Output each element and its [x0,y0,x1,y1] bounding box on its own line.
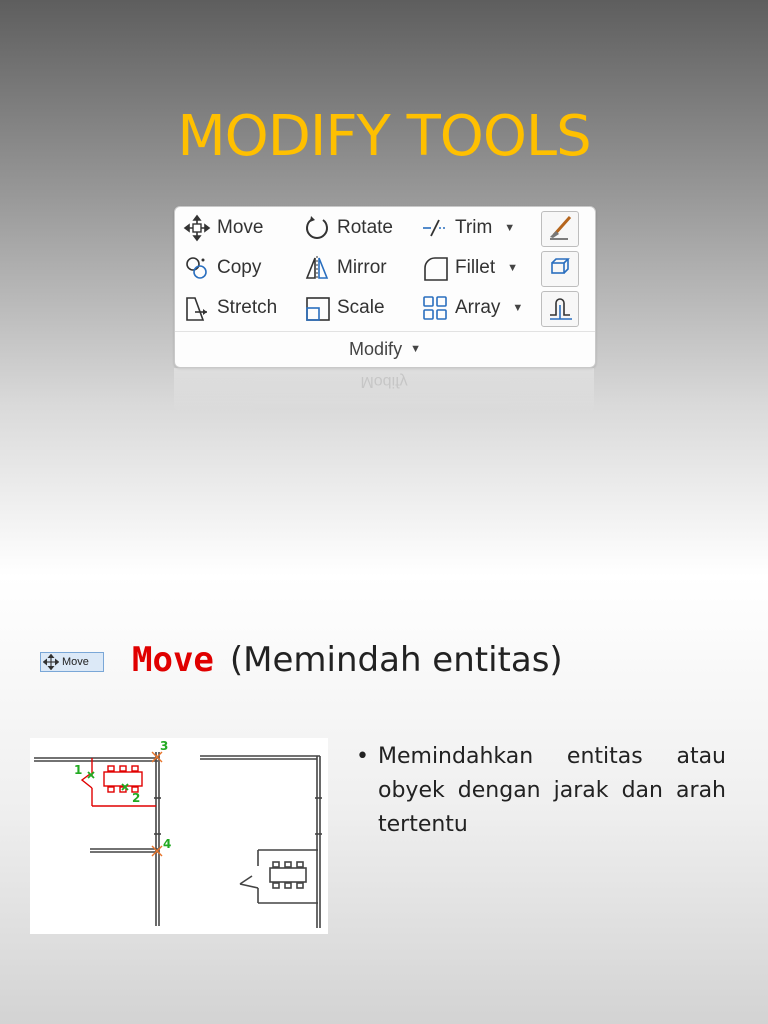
move-icon [183,214,211,242]
point-label-1: 1 [74,763,83,777]
bullet-text: Memindahkan entitas atau obyek dengan jarak dan arah tertentu [378,744,726,837]
mirror-tool-label: Mirror [337,257,387,278]
stretch-icon [183,294,211,322]
panel-dropdown-icon: ▼ [410,343,421,355]
modify-panel-label[interactable] [175,331,595,366]
erase-button[interactable] [541,211,579,247]
point-label-3: 3 [160,739,169,753]
scale-tool[interactable] [303,291,385,325]
move-tool-label: Move [217,217,264,238]
rotate-icon [303,214,331,242]
explode-button[interactable] [541,251,579,287]
fillet-tool-label: Fillet [455,257,496,278]
reflection-label: Modify [360,373,408,390]
bullet-dot: • [356,744,369,769]
copy-icon [183,254,211,282]
scale-tool-label: Scale [337,297,385,318]
trim-tool[interactable] [421,211,515,245]
copy-tool[interactable] [183,251,261,285]
scale-icon [303,294,331,322]
rotate-tool[interactable] [303,211,393,245]
trim-icon [421,214,449,242]
copy-tool-label: Copy [217,257,262,278]
offset-button[interactable] [541,291,579,327]
slide-heading [132,640,563,680]
fillet-dropdown-icon[interactable]: ▼ [507,262,519,274]
mirror-tool[interactable] [303,251,387,285]
slide-move [0,576,768,1024]
move-tool[interactable] [183,211,263,245]
floor-plan-drawing [30,738,328,934]
fillet-tool[interactable] [421,251,518,285]
array-dropdown-icon[interactable]: ▼ [512,302,524,314]
move-chip-icon [43,654,59,670]
erase-icon [546,213,574,245]
trim-tool-label: Trim [455,217,493,238]
stretch-tool-label: Stretch [217,297,278,318]
array-tool[interactable] [421,291,523,325]
offset-icon [546,293,574,325]
point-label-2: 2 [132,791,141,805]
heading-description: (Memindah entitas) [229,640,563,680]
rotate-tool-label: Rotate [337,217,393,238]
modify-ribbon-panel [174,206,596,368]
array-icon [421,294,449,322]
explode-icon [546,253,574,285]
point-label-4: 4 [163,837,172,851]
heading-keyword: Move [132,640,214,680]
bullet-item [356,740,726,842]
ribbon-reflection [174,368,594,412]
fillet-icon [421,254,449,282]
trim-dropdown-icon[interactable]: ▼ [504,222,516,234]
array-tool-label: Array [455,297,501,318]
modify-panel-title: Modify [349,338,403,359]
move-button-chip [40,652,104,672]
move-chip-label: Move [62,656,89,668]
stretch-tool[interactable] [183,291,277,325]
mirror-icon [303,254,331,282]
slide-title: MODIFY TOOLS [177,104,591,169]
